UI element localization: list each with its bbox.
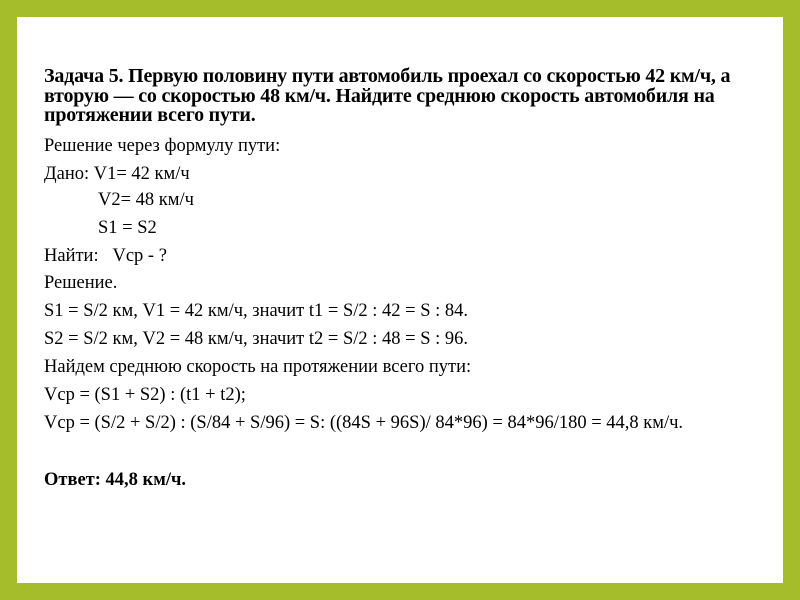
problem-title: Задача 5. Первую половину пути автомобиль проехал со скоростью 42 км/ч, а вторую — со скоростью 48 км/ч. Найдите среднюю скорость автомобиля на протяжении всего пути. — [44, 65, 731, 126]
solution-method: Решение через формулу пути: — [44, 136, 281, 156]
formula: Vcp = (S1 + S2) : (t1 + t2); — [44, 385, 246, 405]
slide — [17, 17, 783, 583]
step-intro: Найдем среднюю скорость на протяжении всего пути: — [44, 357, 472, 377]
given-v1: Дано: V1= 42 км/ч — [44, 164, 190, 184]
answer: Ответ: 44,8 км/ч. — [44, 470, 187, 490]
calculation: Vcp = (S/2 + S/2) : (S/84 + S/96) = S: ((84S + 96S)/ 84*96) = 84*96/180 = 44,8 км/ч. — [44, 413, 684, 433]
step-t1: S1 = S/2 км, V1 = 42 км/ч, значит t1 = S/2 : 42 = S : 84. — [44, 301, 469, 321]
solution-heading: Решение. — [44, 273, 118, 293]
find: Найти: Vcp - ? — [44, 246, 167, 266]
step-t2: S2 = S/2 км, V2 = 48 км/ч, значит t2 = S/2 : 48 = S : 96. — [44, 329, 469, 349]
given-s: S1 = S2 — [98, 218, 157, 238]
given-v2: V2= 48 км/ч — [98, 190, 194, 210]
